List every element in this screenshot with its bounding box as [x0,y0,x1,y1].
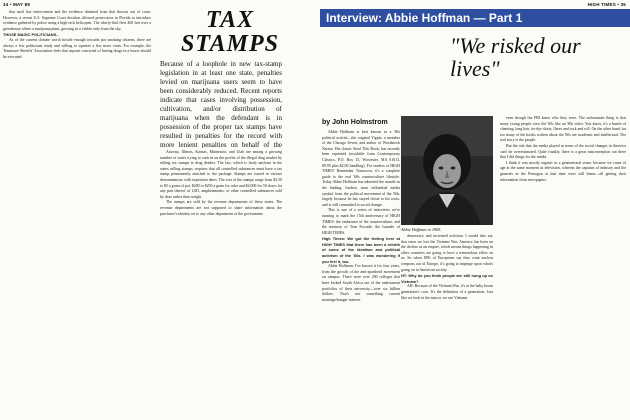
interview-col3-text-b: But the role that the media played in terms of the social changes in America can't be overestimated. Quite frankly, there is a great misconception out there that I did things for the media. [500,143,626,160]
interview-col3-text-c: I think it was mostly organic in a generational sense, because we came of age at the same moment as television, wherein the captains of industry and the generals in the Pentagon at that time were still linear—all getting their information from newspapers. [500,160,626,182]
tax-column-1 [3,10,151,415]
interview-banner [320,9,630,27]
photo-caption: Abbie Hoffman in 1969. [401,227,442,232]
tax-col1-text: that used law enforcement and the evidence obtained from that thrown out of court. However, a recent U.S. Supreme Court decision allowed prosecutors in Florida to introduce evidence gathered by police using a high-tech helicopter. The whirly-bird flew 400 feet over a greenhouse where a marijuana plant, growing in a visible only from the sky. [3,10,151,31]
tax-column-2 [160,150,282,415]
page-header-left: 34 • MAY 89 [3,2,31,7]
interview-column-3 [500,116,626,415]
interview-col1-answer: Abbie Hoffman: I've known it for four years, from the growth of the anti-apartheid movement on campus. There were over 200 colleges that have kicked South Africa out of the endowment portfolios of their university—over six billion dollars. That's not something current marriage/hunger interest. [322,264,400,302]
interview-col1-question: High Times: We got the feeling here at HIGH TIMES that there has been a rebirth of some of the idealism and political activism of the '60s. I was wondering if you feel it, too. [322,236,400,264]
page-header-right: HIGH TIMES • 35 [587,2,626,7]
abbie-hoffman-photo [401,116,493,225]
tax-lead: Because of a loophole in new tax-stamp legislation in at least one state, penalties levied on marijuana users seem to have been considerably reduced. Recent reports indicate that cases involving possession, cultivation, and/or distribution of marijuana when the defendant is in possession of the proper tax stamps have resulted in penalties for the record with more lenient penalties on behalf of the [160,60,282,148]
portrait-illustration [401,116,493,225]
interview-pull-quote: "We risked our lives" [450,33,581,81]
interview-col2-question: HT: Why do you think people are still hung up on Vietnam? [401,273,493,284]
interview-column-1 [322,130,400,415]
tax-col1-text-b: As of the current climate worth hostile enough towards pot smoking citizens, there are always a few politicians ready and willing to squeeze a few more votes. For example, the Tennessee Sheriffs' Association feels that anyone convicted of having drugs in a house should be executed. [3,37,151,59]
interview-col2-text: democracy and increased activism. I would also say that since we lost the Vietnam War, America has been on the decline as an empire, which means things happening in other countries are going to have a tremendous effect on us. So when 80% of Europeans say they want nuclear weapons out of Europe, it's going to impinge upon what's going on in American society. [401,234,493,272]
tax-col2-text: Arizona, Illinois, Kansas, Minnesota, and Utah are among a growing number of states trying to cash in on the profits of the illegal drug market by selling tax stamps to drug dealers. The law, which is fairly uniform in the states selling stamps, requires that all controlled substances must have a tax stamp permanently attached to the package. Stamps are issued in various denominations with expiration dates. The cost of the stamps range from $3.50 to $5 a gram of pot, $200 to $250 a gram for coke and $2,000 for 50 doses for any part thereof of LSD, amphetamines, or other controlled substances sold by dose rather than weight. [160,150,282,199]
tax-title [160,8,300,56]
interview-col2-answer: AH: Because of the Vietnam War, it's at the baby boom generation's core. It's the definition of a generation. Just like we look in the mirror, we see Vietnam. [401,284,493,300]
tax-title-line-2: STAMPS [180,31,280,57]
tax-title-line-1: TAX [205,7,255,33]
interview-col1-text-b: This is one of a series of interviews we're running to mark the 15th anniversary of HIGH TIMES: the endurance of the counterculture, and the memory of Tom Forcade, the founder of HIGH TIMES. [322,208,400,235]
tax-col2-text-b: The stamps are sold by the revenue departments of these states. The revenue departments are not supposed to share information about the purchaser's identity on to any other department of the government. [160,200,282,216]
interview-byline: by John Holmstrom [322,119,388,126]
interview-col3-text: even though the FBI knew who they were. The unfortunate thing is that many young people view the '60s like an '80s video. You know, it's a bunch of chanting, long hair, tie-dye shirts, flares and rock and roll. On the other hand, far too many of the books written about the '60s are academic and intellectual. The real story is the people. [500,116,626,143]
interview-col1-text: Abbie Hoffman is best known as a '60s political activist—the original Yippie, a member of the Chicago Seven, and author of Woodstock Nation. His classic Steal This Book, has recently been reprinted (available from Contemporary Classics, P.O. Box 15, Worcester, MA 01613, $9.95 plus $2.00 handling). For readers of HIGH TIMES' Remember Tomorrow, it's a complete guide to the real '60s counterculture lifestyle. Today Abbie Hoffman has inherited the mantle as the leading, loudest, most influential media symbol from the political movement of the '60s, largely because he has stayed closer to his roots, and is still committed to social change. [322,130,400,207]
tax-col1-subhead: THOSE MAGIC POLITICIANS... [3,32,60,38]
interview-banner-title: Interview: Abbie Hoffman — Part 1 [326,11,523,25]
interview-column-2 [401,234,493,415]
